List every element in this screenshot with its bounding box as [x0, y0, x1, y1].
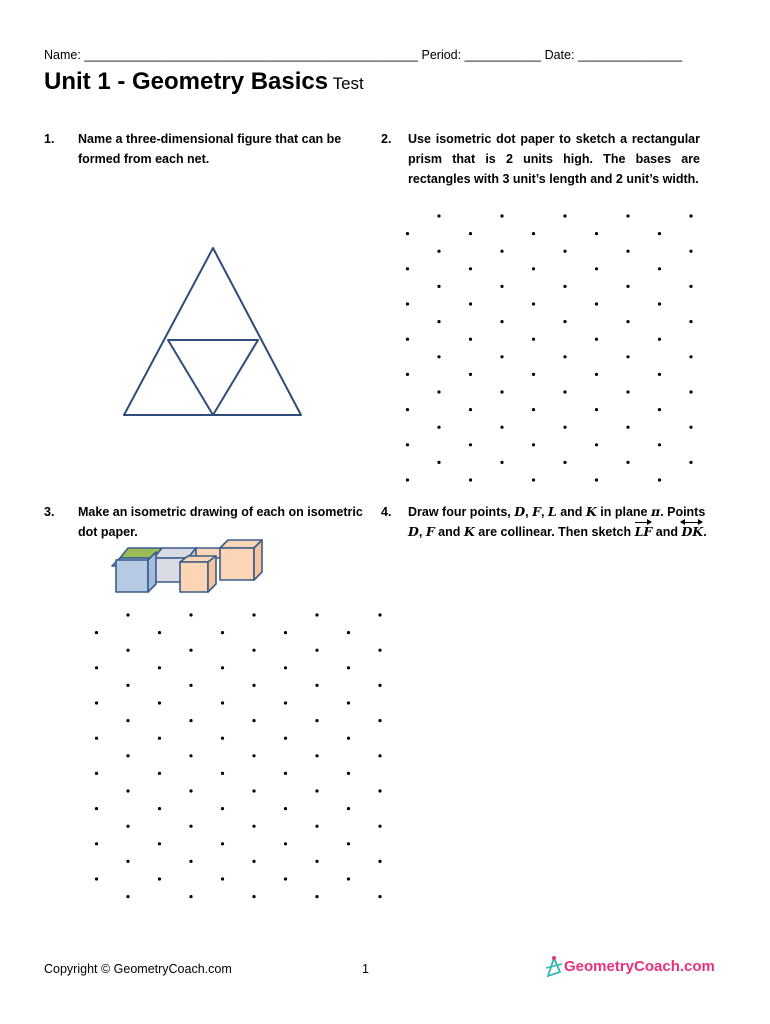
cube-front-blue: [116, 560, 148, 592]
q4-text-d: are collinear. Then sketch: [478, 525, 632, 539]
q3-number: 3.: [44, 505, 55, 519]
q4-period: .: [703, 525, 707, 539]
page-number: 1: [362, 962, 369, 976]
point-d: D: [408, 524, 419, 539]
point-k: K: [463, 524, 475, 539]
q1-number: 1.: [44, 132, 55, 146]
title-main: Unit 1 - Geometry Basics: [44, 68, 329, 95]
logo-text: GeometryCoach.com: [564, 958, 715, 975]
q2-number: 2.: [381, 132, 392, 146]
q1-text: Name a three-dimensional figure that can be formed from each net.: [78, 132, 342, 166]
q4-text-a: Draw four points,: [408, 505, 511, 519]
point-f: F: [532, 504, 541, 519]
q4-comma: ,: [525, 505, 529, 519]
footer-copyright: Copyright © GeometryCoach.com: [44, 962, 232, 976]
cube-side-orange: [208, 556, 216, 592]
cube-front-orange-right: [220, 548, 254, 580]
q4-and: and: [438, 525, 461, 539]
q4-and: and: [560, 505, 583, 519]
date-label: Date:: [544, 48, 575, 62]
q4-and: and: [655, 525, 678, 539]
period-blank: ___________: [464, 48, 542, 62]
name-blank: ________________________________________________: [84, 48, 419, 62]
q4-comma: ,: [540, 505, 545, 519]
period-label: Period:: [421, 48, 462, 62]
q4-number: 4.: [381, 505, 392, 519]
point-f: F: [425, 524, 435, 539]
q4-text-b: in plane: [600, 505, 648, 519]
ray-lf-label: LF: [634, 524, 653, 539]
date-blank: _______________: [577, 48, 683, 62]
q4-comma: ,: [418, 525, 423, 539]
point-k: K: [585, 504, 597, 519]
cube-side-blue: [148, 552, 156, 592]
q3-text: Make an isometric drawing of each on isometric dot paper.: [78, 505, 363, 539]
cube-front-orange: [180, 562, 208, 592]
line-dk-label: DK: [681, 524, 704, 539]
point-d: D: [514, 504, 526, 519]
geometry-coach-logo-icon: [544, 954, 566, 980]
title-sub: Test: [332, 74, 364, 93]
geometry-coach-logo: [544, 954, 729, 982]
q4-text-c: . Points: [660, 505, 706, 519]
point-l: L: [547, 504, 557, 519]
plane-pi: π: [651, 504, 661, 519]
name-label: Name:: [44, 48, 81, 62]
cube-side-orange-right: [254, 540, 262, 580]
q2-text: Use isometric dot paper to sketch a rectangular prism that is 2 units high. The bases are rectangles with 3 unit’s length and 2 unit’s width.: [408, 132, 700, 186]
